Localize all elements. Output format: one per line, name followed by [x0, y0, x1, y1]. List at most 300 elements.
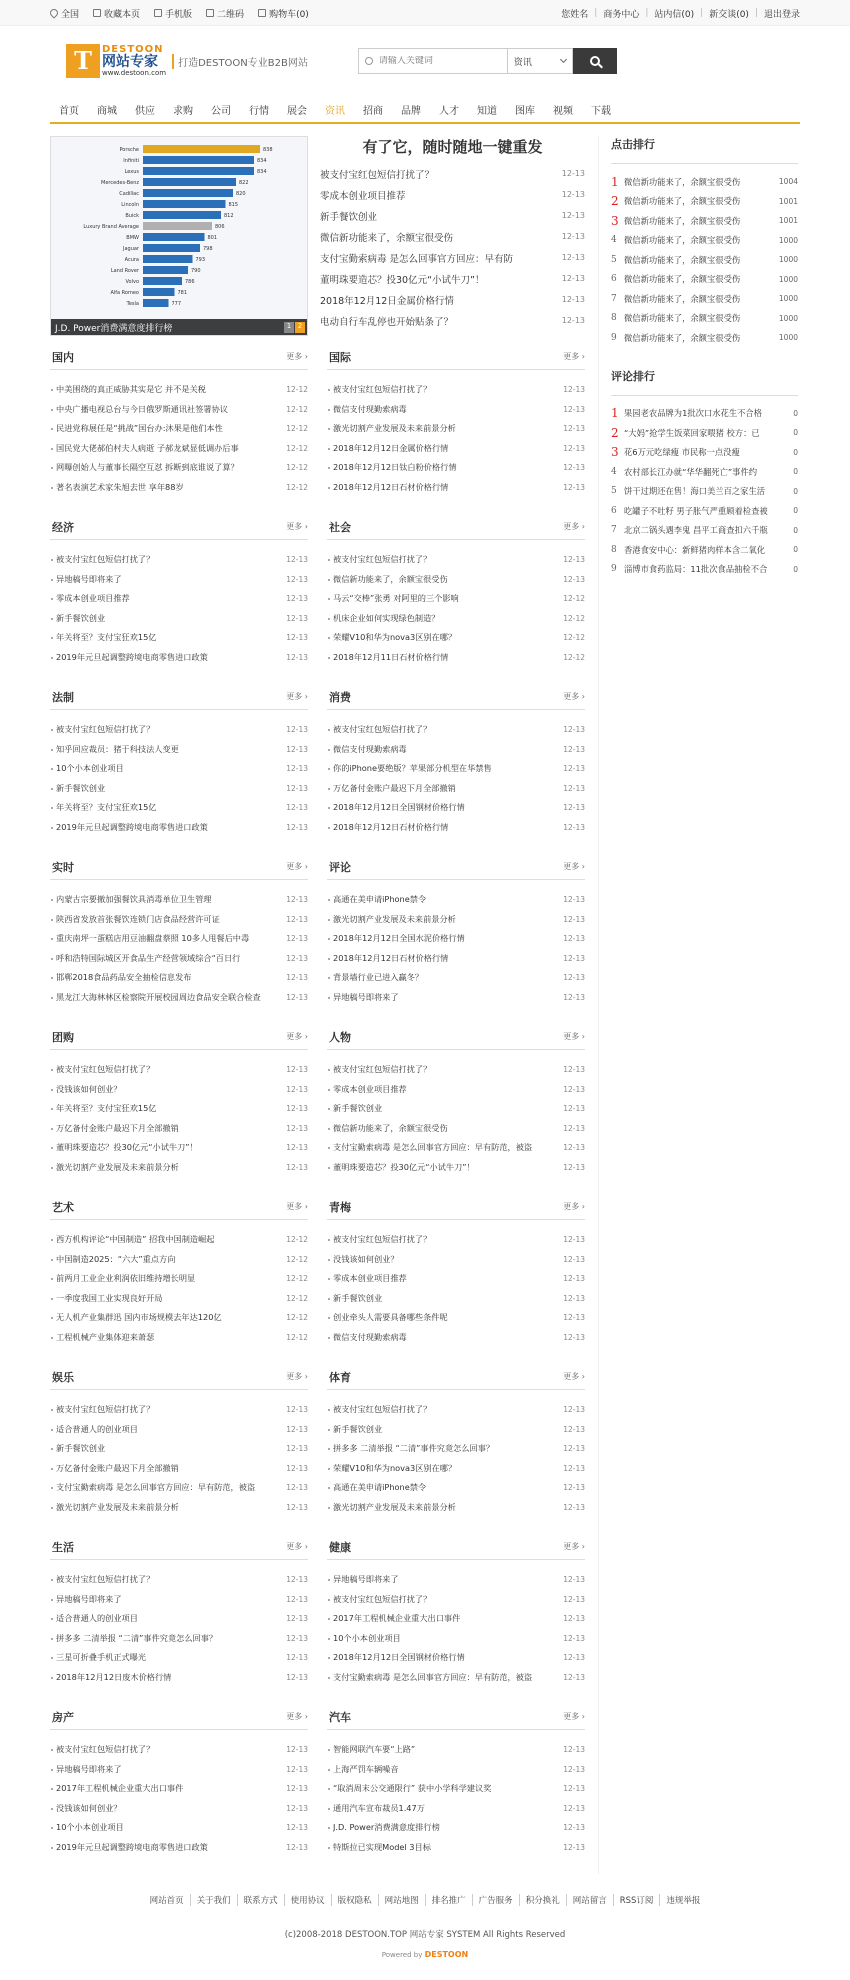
chevron-right-icon: › — [579, 1032, 585, 1041]
list-item[interactable] — [50, 1570, 308, 1590]
nav-item[interactable]: 知道 — [477, 105, 497, 117]
list-item-title: 网曝创始人与董事长隔空互怼 拆断到底谁说了算？ — [56, 462, 239, 473]
list-item[interactable] — [327, 1818, 585, 1838]
list-item[interactable] — [327, 648, 585, 668]
list-item-date: 12-13 — [563, 953, 585, 963]
list-item-date: 12-13 — [563, 574, 585, 584]
list-item[interactable] — [327, 570, 585, 590]
list-item-title: 被支付宝红包短信打扰了？ — [56, 1744, 155, 1755]
list-item-title: 支付宝勤索病毒 是怎么回事官方回应：早有防范，被盗 — [56, 1482, 256, 1493]
slide-page-dot[interactable]: 2 — [295, 322, 305, 333]
list-item-title: 无人机产业集群迅 国内市场规模去年达120亿 — [56, 1312, 222, 1323]
headline-item[interactable] — [320, 247, 585, 268]
list-item[interactable] — [327, 1080, 585, 1100]
list-item-date: 12-13 — [286, 1823, 308, 1833]
list-item[interactable] — [50, 380, 308, 400]
topbar-cart-link[interactable] — [258, 7, 309, 20]
section-header — [50, 514, 308, 540]
list-item[interactable] — [50, 720, 308, 740]
list-item-date: 12-13 — [563, 895, 585, 905]
list-item[interactable] — [50, 1629, 308, 1649]
list-item-date: 12-13 — [563, 1274, 585, 1284]
more-label: 更多 — [563, 352, 580, 361]
list-item-date: 12-13 — [286, 1803, 308, 1813]
list-item[interactable] — [327, 1328, 585, 1348]
list-item-title: 被支付宝红包短信打扰了？ — [333, 554, 432, 565]
footer-link[interactable]: RSS订阅 — [613, 1894, 660, 1906]
list-item[interactable] — [327, 1119, 585, 1139]
headline-item[interactable] — [320, 310, 585, 331]
list-item[interactable] — [327, 1439, 585, 1459]
location-icon — [48, 7, 59, 18]
list-item[interactable] — [327, 1740, 585, 1760]
slide-bar-value: 820 — [236, 191, 246, 197]
list-item[interactable] — [50, 609, 308, 629]
section-title[interactable]: 生活 — [52, 1540, 74, 1554]
list-item[interactable] — [327, 779, 585, 799]
footer-link[interactable]: 使用协议 — [284, 1894, 331, 1906]
list-item-date: 12-13 — [563, 1463, 585, 1473]
section-title[interactable]: 健康 — [329, 1540, 351, 1554]
topbar-mobile-link[interactable] — [154, 7, 192, 20]
news-section — [50, 1364, 308, 1534]
list-item-date: 12-13 — [286, 1594, 308, 1604]
list-item[interactable] — [327, 1099, 585, 1119]
top-bar-right — [555, 7, 800, 20]
section-title[interactable]: 体育 — [329, 1370, 351, 1384]
list-item[interactable] — [50, 1420, 308, 1440]
nav-item[interactable]: 行情 — [249, 105, 269, 117]
list-item-date: 12-12 — [286, 1332, 308, 1342]
list-item[interactable] — [50, 1119, 308, 1139]
list-item[interactable] — [327, 720, 585, 740]
list-item-title: 年关将至？支付宝狂欢15亿 — [56, 632, 157, 643]
list-item[interactable] — [50, 1099, 308, 1119]
list-item[interactable] — [50, 988, 308, 1008]
slide-bar — [143, 178, 236, 186]
list-item[interactable] — [50, 1668, 308, 1688]
more-link[interactable] — [286, 1031, 308, 1042]
list-item[interactable] — [50, 949, 308, 969]
headline-item[interactable] — [320, 268, 585, 289]
list-item[interactable] — [327, 910, 585, 930]
list-item-date: 12-13 — [563, 1313, 585, 1323]
more-link[interactable] — [286, 1541, 308, 1552]
footer-link[interactable]: 版权隐私 — [331, 1894, 378, 1906]
list-item[interactable] — [50, 400, 308, 420]
list-item[interactable] — [327, 1629, 585, 1649]
list-item-title: 新手餐饮创业 — [333, 1103, 383, 1114]
search-input[interactable] — [379, 56, 489, 66]
list-item[interactable] — [327, 458, 585, 478]
search-category-select[interactable] — [508, 48, 573, 74]
list-item[interactable] — [50, 478, 308, 498]
slide-bar-label: Tesla — [126, 301, 139, 307]
list-item[interactable] — [50, 759, 308, 779]
comment-rank-panel — [611, 368, 798, 580]
nav-item[interactable]: 商城 — [97, 105, 117, 117]
list-item[interactable] — [50, 419, 308, 439]
section-title[interactable]: 汽车 — [329, 1710, 351, 1724]
list-item[interactable] — [327, 1838, 585, 1858]
list-item[interactable] — [327, 890, 585, 910]
footer-link[interactable]: 联系方式 — [237, 1894, 284, 1906]
list-item-title: 机床企业如何实现绿色制造？ — [333, 612, 440, 623]
footer-link[interactable]: 违规举报 — [659, 1894, 706, 1906]
list-item[interactable] — [50, 1138, 308, 1158]
list-item-title: 2019年元旦起调整跨境电商零售进口政策 — [56, 1841, 208, 1852]
list-item-date: 12-13 — [286, 1084, 308, 1094]
list-item[interactable] — [327, 400, 585, 420]
list-item[interactable] — [50, 910, 308, 930]
section-title[interactable]: 艺术 — [52, 1200, 74, 1214]
news-section — [50, 1534, 308, 1704]
section-title[interactable]: 实时 — [52, 860, 74, 874]
list-item[interactable] — [50, 818, 308, 838]
list-item-title: 被支付宝红包短信打扰了？ — [333, 724, 432, 735]
magnifier-icon — [590, 56, 600, 66]
nav-item[interactable]: 人才 — [439, 105, 459, 117]
list-item[interactable] — [327, 759, 585, 779]
list-item[interactable] — [327, 419, 585, 439]
list-item[interactable] — [327, 1478, 585, 1498]
list-item-date: 12-13 — [286, 1444, 308, 1454]
slide-page-dot[interactable]: 1 — [284, 322, 294, 333]
rank-item[interactable] — [611, 443, 798, 463]
list-item[interactable] — [50, 1498, 308, 1518]
list-item[interactable] — [50, 1400, 308, 1420]
section-title[interactable]: 人物 — [329, 1030, 351, 1044]
list-item[interactable] — [327, 609, 585, 629]
copyright: (c)2008-2018 DESTOON.TOP 网站专家 SYSTEM All Rights Reserved — [284, 1930, 566, 1940]
rank-item[interactable] — [611, 192, 798, 212]
list-item[interactable] — [50, 1080, 308, 1100]
list-item[interactable] — [327, 740, 585, 760]
list-item[interactable] — [327, 1420, 585, 1440]
list-item[interactable] — [50, 1328, 308, 1348]
chevron-right-icon: › — [579, 692, 585, 701]
list-item[interactable] — [327, 1760, 585, 1780]
topbar-qrcode-link[interactable] — [206, 7, 244, 20]
list-item[interactable] — [327, 1570, 585, 1590]
topbar-favorite-link[interactable] — [93, 7, 140, 20]
more-link[interactable] — [286, 351, 308, 362]
site-logo[interactable] — [66, 44, 166, 78]
rank-item-title: 微信新功能来了，余额宝很受伤 — [624, 293, 741, 304]
list-item-title: 零成本创业项目推荐 — [333, 1083, 407, 1094]
nav-item[interactable]: 视频 — [553, 105, 573, 117]
list-item[interactable] — [50, 1060, 308, 1080]
more-link[interactable] — [563, 1371, 585, 1382]
list-item[interactable] — [327, 798, 585, 818]
footer-link[interactable]: 网站留言 — [566, 1894, 613, 1906]
list-item[interactable] — [50, 1269, 308, 1289]
list-item[interactable] — [50, 1289, 308, 1309]
rank-item[interactable] — [611, 231, 798, 251]
list-item[interactable] — [50, 1459, 308, 1479]
comment-rank-title: 评论排行 — [611, 368, 798, 396]
user-menu-link[interactable]: 站内信(0) — [654, 9, 695, 20]
more-link[interactable] — [563, 861, 585, 872]
section-title[interactable]: 评论 — [329, 860, 351, 874]
more-link[interactable] — [563, 1541, 585, 1552]
user-menu-link[interactable]: 新交谈(0) — [709, 9, 749, 20]
rank-number: 3 — [611, 213, 619, 228]
list-item[interactable] — [50, 779, 308, 799]
nav-item[interactable]: 首页 — [59, 105, 79, 117]
list-item[interactable] — [327, 1138, 585, 1158]
list-item[interactable] — [327, 1308, 585, 1328]
headline-item-date: 12-13 — [561, 274, 585, 283]
rank-number: 8 — [611, 544, 617, 555]
list-item-title: 工程机械产业集体迎来萧瑟 — [56, 1331, 155, 1342]
rank-item[interactable] — [611, 560, 798, 580]
list-item[interactable] — [327, 589, 585, 609]
more-link[interactable] — [286, 1201, 308, 1212]
more-link[interactable] — [563, 351, 585, 362]
slide-bar — [143, 299, 169, 307]
slide-chart-image — [51, 137, 307, 319]
headline-item[interactable] — [320, 184, 585, 205]
list-item[interactable] — [327, 1289, 585, 1309]
section-title[interactable]: 青梅 — [329, 1200, 351, 1214]
user-menu-link[interactable]: 商务中心 — [603, 9, 640, 20]
nav-item[interactable]: 图库 — [515, 105, 535, 117]
list-item[interactable] — [50, 1230, 308, 1250]
more-link[interactable] — [563, 691, 585, 702]
rank-number: 5 — [611, 254, 617, 265]
list-item[interactable] — [327, 1779, 585, 1799]
rank-item[interactable] — [611, 423, 798, 443]
rank-item-title: 花6万元吃绿瘦 市民称一点没瘦 — [624, 447, 740, 458]
list-item[interactable] — [50, 1158, 308, 1178]
list-item-title: 2018年12月12日石材价格行情 — [333, 481, 449, 492]
rank-item[interactable] — [611, 211, 798, 231]
rank-item[interactable] — [611, 250, 798, 270]
more-link[interactable] — [563, 1201, 585, 1212]
rank-item[interactable] — [611, 404, 798, 424]
rank-item[interactable] — [611, 501, 798, 521]
rank-item[interactable] — [611, 289, 798, 309]
list-item-date: 12-13 — [286, 1784, 308, 1794]
list-item-date: 12-13 — [286, 764, 308, 774]
list-item[interactable] — [50, 1609, 308, 1629]
nav-item[interactable]: 资讯 — [325, 105, 345, 117]
rank-item[interactable] — [611, 172, 798, 192]
list-item-date: 12-13 — [563, 463, 585, 473]
list-item[interactable] — [50, 439, 308, 459]
list-item[interactable] — [50, 550, 308, 570]
list-item-title: 2018年12月11日石材价格行情 — [333, 651, 449, 662]
slide-bar-label: Luxury Brand Average — [83, 224, 139, 230]
section-title[interactable]: 国内 — [52, 350, 74, 364]
list-item-title: 被支付宝红包短信打扰了？ — [56, 1064, 155, 1075]
rank-item[interactable] — [611, 482, 798, 502]
section-title[interactable]: 经济 — [52, 520, 74, 534]
list-item[interactable] — [327, 439, 585, 459]
list-item[interactable] — [50, 1818, 308, 1838]
nav-item[interactable]: 招商 — [363, 105, 383, 117]
list-item[interactable] — [50, 1779, 308, 1799]
section-title[interactable]: 团购 — [52, 1030, 74, 1044]
list-item-date: 12-12 — [286, 1293, 308, 1303]
section-header — [327, 344, 585, 370]
list-item[interactable] — [50, 1838, 308, 1858]
list-item[interactable] — [327, 478, 585, 498]
user-menu-link[interactable]: 退出登录 — [763, 9, 800, 20]
headline-item[interactable] — [320, 163, 585, 184]
news-section — [50, 1194, 308, 1364]
slide-bar-label: Alfa Romeo — [110, 290, 139, 296]
list-item-date: 12-13 — [563, 744, 585, 754]
nav-item[interactable]: 展会 — [287, 105, 307, 117]
list-item-date: 12-13 — [286, 1502, 308, 1512]
rank-item[interactable] — [611, 540, 798, 560]
section-title[interactable]: 社会 — [329, 520, 351, 534]
logo-mark: T — [66, 44, 100, 78]
rank-item-count: 1001 — [778, 196, 798, 206]
powered-by[interactable] — [0, 1950, 850, 1959]
list-item[interactable] — [50, 589, 308, 609]
nav-item[interactable]: 供应 — [135, 105, 155, 117]
list-item[interactable] — [327, 1668, 585, 1688]
list-item[interactable] — [327, 1269, 585, 1289]
footer-link[interactable]: 网站地图 — [378, 1894, 425, 1906]
footer-link[interactable]: 广告服务 — [472, 1894, 519, 1906]
headline-title[interactable]: 有了它，随时随地一键重发 — [362, 138, 543, 156]
list-item[interactable] — [327, 968, 585, 988]
list-item[interactable] — [327, 1799, 585, 1819]
slideshow[interactable] — [50, 136, 308, 336]
list-item[interactable] — [327, 550, 585, 570]
list-item[interactable] — [50, 929, 308, 949]
list-item[interactable] — [327, 949, 585, 969]
list-item-title: 微信支付现勤索病毒 — [333, 743, 407, 754]
slide-bar-label: Cadillac — [119, 191, 139, 197]
list-item[interactable] — [50, 570, 308, 590]
slide-bar-label: BMW — [126, 235, 139, 241]
list-item[interactable] — [327, 929, 585, 949]
list-item[interactable] — [50, 1308, 308, 1328]
list-item[interactable] — [50, 1590, 308, 1610]
list-item[interactable] — [327, 1230, 585, 1250]
more-link[interactable] — [286, 521, 308, 532]
list-item[interactable] — [327, 1459, 585, 1479]
nav-item[interactable]: 品牌 — [401, 105, 421, 117]
nav-item[interactable]: 下载 — [591, 105, 611, 117]
list-item[interactable] — [327, 1609, 585, 1629]
rank-item[interactable] — [611, 462, 798, 482]
rank-item[interactable] — [611, 521, 798, 541]
list-item-title: 万亿备付金账户最迟下月全部撤销 — [333, 782, 456, 793]
rank-number: 6 — [611, 505, 617, 516]
list-item[interactable] — [50, 890, 308, 910]
slide-bar-label: Jaguar — [122, 246, 139, 252]
list-item[interactable] — [50, 1439, 308, 1459]
section-title[interactable]: 房产 — [52, 1710, 74, 1724]
more-link[interactable] — [563, 521, 585, 532]
list-item[interactable] — [327, 1590, 585, 1610]
more-link[interactable] — [286, 691, 308, 702]
more-link[interactable] — [563, 1711, 585, 1722]
section-title[interactable]: 法制 — [52, 690, 74, 704]
more-link[interactable] — [286, 1711, 308, 1722]
section-title[interactable]: 娱乐 — [52, 1370, 74, 1384]
slide-bar-value: 781 — [177, 290, 188, 296]
list-item-title: 适合普通人的创业项目 — [56, 1613, 138, 1624]
list-item[interactable] — [327, 628, 585, 648]
nav-item[interactable]: 求购 — [173, 105, 193, 117]
footer-link[interactable]: 积分换礼 — [519, 1894, 566, 1906]
list-item[interactable] — [327, 1158, 585, 1178]
list-item[interactable] — [50, 1478, 308, 1498]
footer-link[interactable]: 关于我们 — [190, 1894, 237, 1906]
rank-number: 6 — [611, 274, 617, 285]
topbar-location-link[interactable] — [50, 7, 79, 20]
list-item[interactable] — [327, 1400, 585, 1420]
list-item[interactable] — [50, 1760, 308, 1780]
list-item[interactable] — [327, 1498, 585, 1518]
list-item[interactable] — [327, 818, 585, 838]
footer-link[interactable]: 网站首页 — [149, 1896, 184, 1906]
rank-item[interactable] — [611, 328, 798, 348]
list-item[interactable] — [50, 1648, 308, 1668]
list-item-title: 西方机构评论“中国制造” 招我中国制造崛起 — [56, 1234, 215, 1245]
section-title[interactable]: 消费 — [329, 690, 351, 704]
list-item-date: 12-13 — [563, 1293, 585, 1303]
slide-bar-value: 822 — [239, 180, 249, 186]
list-item[interactable] — [50, 1250, 308, 1270]
list-item[interactable] — [50, 458, 308, 478]
more-link[interactable] — [286, 861, 308, 872]
search-button[interactable] — [573, 48, 617, 74]
list-item[interactable] — [327, 988, 585, 1008]
nav-item[interactable]: 公司 — [211, 105, 231, 117]
list-item-title: 被支付宝红包短信打扰了？ — [56, 554, 155, 565]
headline-item[interactable] — [320, 205, 585, 226]
rank-item[interactable] — [611, 270, 798, 290]
user-menu-link[interactable]: 您姓名 — [561, 9, 589, 20]
list-item[interactable] — [327, 380, 585, 400]
more-link[interactable] — [563, 1031, 585, 1042]
list-item[interactable] — [327, 1060, 585, 1080]
list-item[interactable] — [50, 628, 308, 648]
list-item[interactable] — [50, 968, 308, 988]
list-item-title: 异地稿号即将来了 — [56, 1593, 122, 1604]
rank-item[interactable] — [611, 309, 798, 329]
list-item-title: 2018年12月12日石材价格行情 — [333, 821, 449, 832]
list-item[interactable] — [50, 1799, 308, 1819]
list-item[interactable] — [327, 1250, 585, 1270]
list-item-title: 重庆南坪一蛋糕店用豆油翻盘蔡照 10多人甩餐后中毒 — [56, 933, 250, 944]
list-item[interactable] — [50, 648, 308, 668]
headline-item[interactable] — [320, 289, 585, 310]
more-label: 更多 — [286, 1712, 303, 1721]
list-item[interactable] — [50, 1740, 308, 1760]
chevron-right-icon: › — [579, 1712, 585, 1721]
footer-link[interactable]: 排名推广 — [425, 1894, 472, 1906]
more-link[interactable] — [286, 1371, 308, 1382]
list-item[interactable] — [50, 740, 308, 760]
right-sidebar — [598, 136, 798, 1874]
list-item-date: 12-13 — [563, 1143, 585, 1153]
list-item[interactable] — [50, 798, 308, 818]
list-item-title: 中国制造2025：“六大”重点方向 — [56, 1253, 176, 1264]
news-section — [327, 1534, 585, 1704]
list-item[interactable] — [327, 1648, 585, 1668]
section-title[interactable]: 国际 — [329, 350, 351, 364]
headline-item[interactable] — [320, 226, 585, 247]
